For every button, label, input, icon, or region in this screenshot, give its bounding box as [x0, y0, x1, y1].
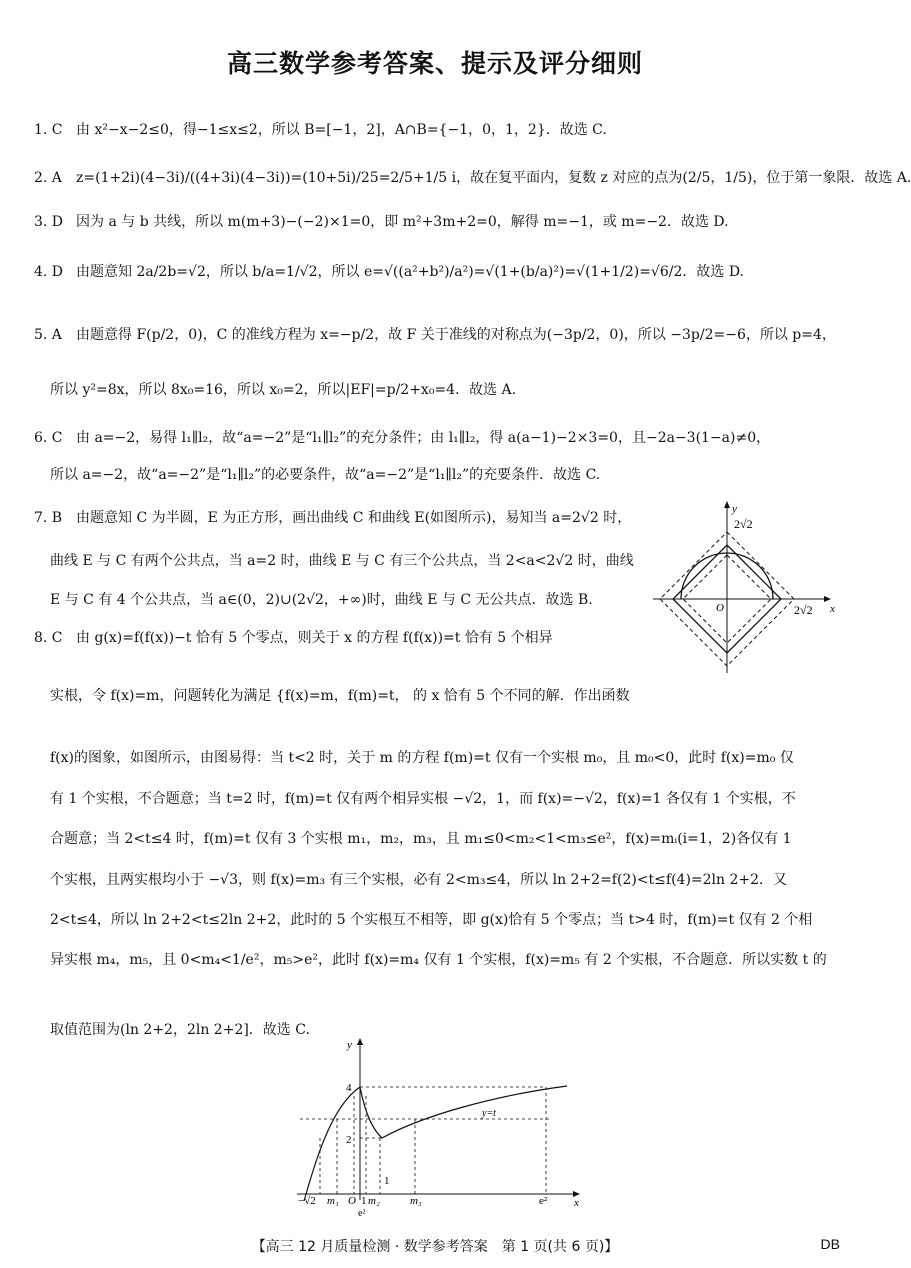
answer-text: 由题意知 2a/2b=√2，所以 b/a=1/√2，所以 e=√((a²+b²)/a²)=√(1+(b/a)²)=√(1+1/2)=√6/2．故选 D. [76, 264, 745, 280]
answer-line [34, 168, 911, 188]
fig8-origin: O [348, 1195, 356, 1207]
answer-line [34, 910, 812, 930]
answer-line [34, 829, 792, 849]
answer-line [34, 380, 516, 400]
answer-number: 2. A [34, 170, 62, 186]
answer-text: E 与 C 有 4 个公共点，当 a∈(0，2)∪(2√2，+∞)时，曲线 E 与 C 无公共点．故选 B. [50, 592, 593, 608]
fig7-y-label: y [732, 503, 737, 515]
fig8-m3: m₃ [410, 1195, 422, 1207]
answer-text: 由 x²−x−2≤0，得−1≤x≤2，所以 B=[−1，2]，A∩B={−1，0，1，2}．故选 C. [76, 122, 607, 138]
page-footer: 【高三 12 月质量检测 · 数学参考答案 第 1 页(共 6 页)】 [251, 1239, 619, 1255]
fig7-x-label: x [830, 603, 835, 615]
answer-text: z=(1+2i)(4−3i)/((4+3i)(4−3i))=(10+5i)/25=2/5+1/5 i，故在复平面内，复数 z 对应的点为(2/5，1/5)，位于第一象限．故选 A. [76, 170, 911, 186]
fig8-e2-below: e² [358, 1208, 366, 1219]
fig8-two: 2 [346, 1134, 352, 1146]
fig7-ytop-label: 2√2 [734, 517, 753, 531]
fig8-x-label: x [574, 1197, 579, 1209]
answer-text: 由题意知 C 为半圆，E 为正方形，画出曲线 C 和曲线 E(如图所示)，易知当 a=2√2 时， [76, 510, 632, 526]
answer-line [34, 262, 744, 282]
fig8-one: 1 [384, 1175, 390, 1187]
answer-line [34, 508, 631, 528]
answer-text: 实根，令 f(x)=m，问题转化为满足 {f(x)=m，f(m)=t， 的 x 恰有 5 个不同的解．作出函数 [50, 688, 630, 704]
figure-7-square-semicircle [648, 498, 838, 678]
figure-8-function-graph [292, 1036, 592, 1219]
answer-line [34, 212, 729, 232]
answer-text: 合题意；当 2<t≤4 时，f(m)=t 仅有 3 个实根 m₁，m₂，m₃，且 m₁≤0<m₂<1<m₃≤e²，f(x)=mᵢ(i=1，2)各仅有 1 [50, 831, 792, 847]
answer-number: 6. C [34, 430, 63, 446]
answer-number: 7. B [34, 510, 63, 526]
answer-text: 异实根 m₄，m₅，且 0<m₄<1/e²，m₅>e²，此时 f(x)=m₄ 仅有 1 个实根，f(x)=m₅ 有 2 个实根，不合题意．所以实数 t 的 [50, 952, 827, 968]
fig8-negroot2: −√2 [298, 1195, 316, 1207]
answer-line [34, 870, 787, 890]
answer-line [34, 465, 600, 485]
answer-number: 8. C [34, 630, 63, 646]
fig7-origin: O [716, 602, 724, 614]
answer-text: 曲线 E 与 C 有两个公共点，当 a=2 时，曲线 E 与 C 有三个公共点，当 2<a<2√2 时，曲线 [50, 553, 634, 569]
answer-text: 2<t≤4，所以 ln 2+2<t≤2ln 2+2，此时的 5 个实根互不相等，即 g(x)恰有 5 个零点；当 t>4 时，f(m)=t 仅有 2 个相 [50, 912, 813, 928]
fig8-e2: e² [539, 1195, 548, 1207]
answer-line [34, 325, 836, 345]
page-title: 高三数学参考答案、提示及评分细则 [226, 49, 643, 78]
answer-line [34, 748, 794, 768]
answer-text: 个实根，且两实根均小于 −√3，则 f(x)=m₃ 有三个实根，必有 2<m₃≤4，所以 ln 2+2=f(2)<t≤f(4)=2ln 2+2．又 [50, 872, 788, 888]
fig8-yt-label: y=t [482, 1108, 496, 1119]
answer-line [34, 789, 796, 809]
answer-line [34, 120, 607, 140]
fig8-four: 4 [346, 1082, 352, 1094]
answer-text: 取值范围为(ln 2+2，2ln 2+2]．故选 C. [50, 1022, 310, 1038]
answer-line [34, 628, 553, 648]
answer-text: 所以 y²=8x，所以 8x₀=16，所以 x₀=2，所以|EF|=p/2+x₀=4．故选 A. [50, 382, 517, 398]
answer-line [34, 1020, 310, 1040]
fig8-m2: m₂ [368, 1195, 380, 1207]
answer-text: f(x)的图象，如图所示，由图易得：当 t<2 时，关于 m 的方程 f(m)=t 仅有一个实根 m₀，且 m₀<0，此时 f(x)=m₀ 仅 [50, 750, 794, 766]
fig8-one-x: 1 [361, 1195, 367, 1207]
answer-number: 3. D [34, 214, 64, 230]
footer-code: DB [820, 1236, 840, 1252]
fig8-y-label: y [347, 1039, 352, 1051]
answer-line [34, 590, 593, 610]
answer-number: 4. D [34, 264, 64, 280]
answer-line [34, 950, 827, 970]
answer-text: 有 1 个实根，不合题意；当 t=2 时，f(m)=t 仅有两个相异实根 −√2，1，而 f(x)=−√2，f(x)=1 各仅有 1 个实根，不 [50, 791, 796, 807]
fig7-xright-label: 2√2 [794, 603, 813, 617]
answer-text: 由 g(x)=f(f(x))−t 恰有 5 个零点，则关于 x 的方程 f(f(x))=t 恰有 5 个相异 [76, 630, 553, 646]
answer-number: 1. C [34, 122, 63, 138]
answer-number: 5. A [34, 327, 62, 343]
fig8-m1: m₁ [327, 1195, 339, 1207]
answer-text: 因为 a 与 b 共线，所以 m(m+3)−(−2)×1=0，即 m²+3m+2=0，解得 m=−1，或 m=−2．故选 D. [76, 214, 729, 230]
answer-line [34, 428, 770, 448]
answer-line [34, 686, 630, 706]
answer-text: 所以 a=−2，故“a=−2”是“l₁∥l₂”的必要条件，故“a=−2”是“l₁∥l₂”的充要条件．故选 C. [50, 467, 601, 483]
answer-line [34, 551, 634, 571]
answer-text: 由题意得 F(p/2，0)，C 的准线方程为 x=−p/2，故 F 关于准线的对称点为(−3p/2，0)，所以 −3p/2=−6，所以 p=4， [76, 327, 836, 343]
answer-text: 由 a=−2，易得 l₁∥l₂，故“a=−2”是“l₁∥l₂”的充分条件；由 l₁∥l₂，得 a(a−1)−2×3=0，且−2a−3(1−a)≠0， [76, 430, 771, 446]
